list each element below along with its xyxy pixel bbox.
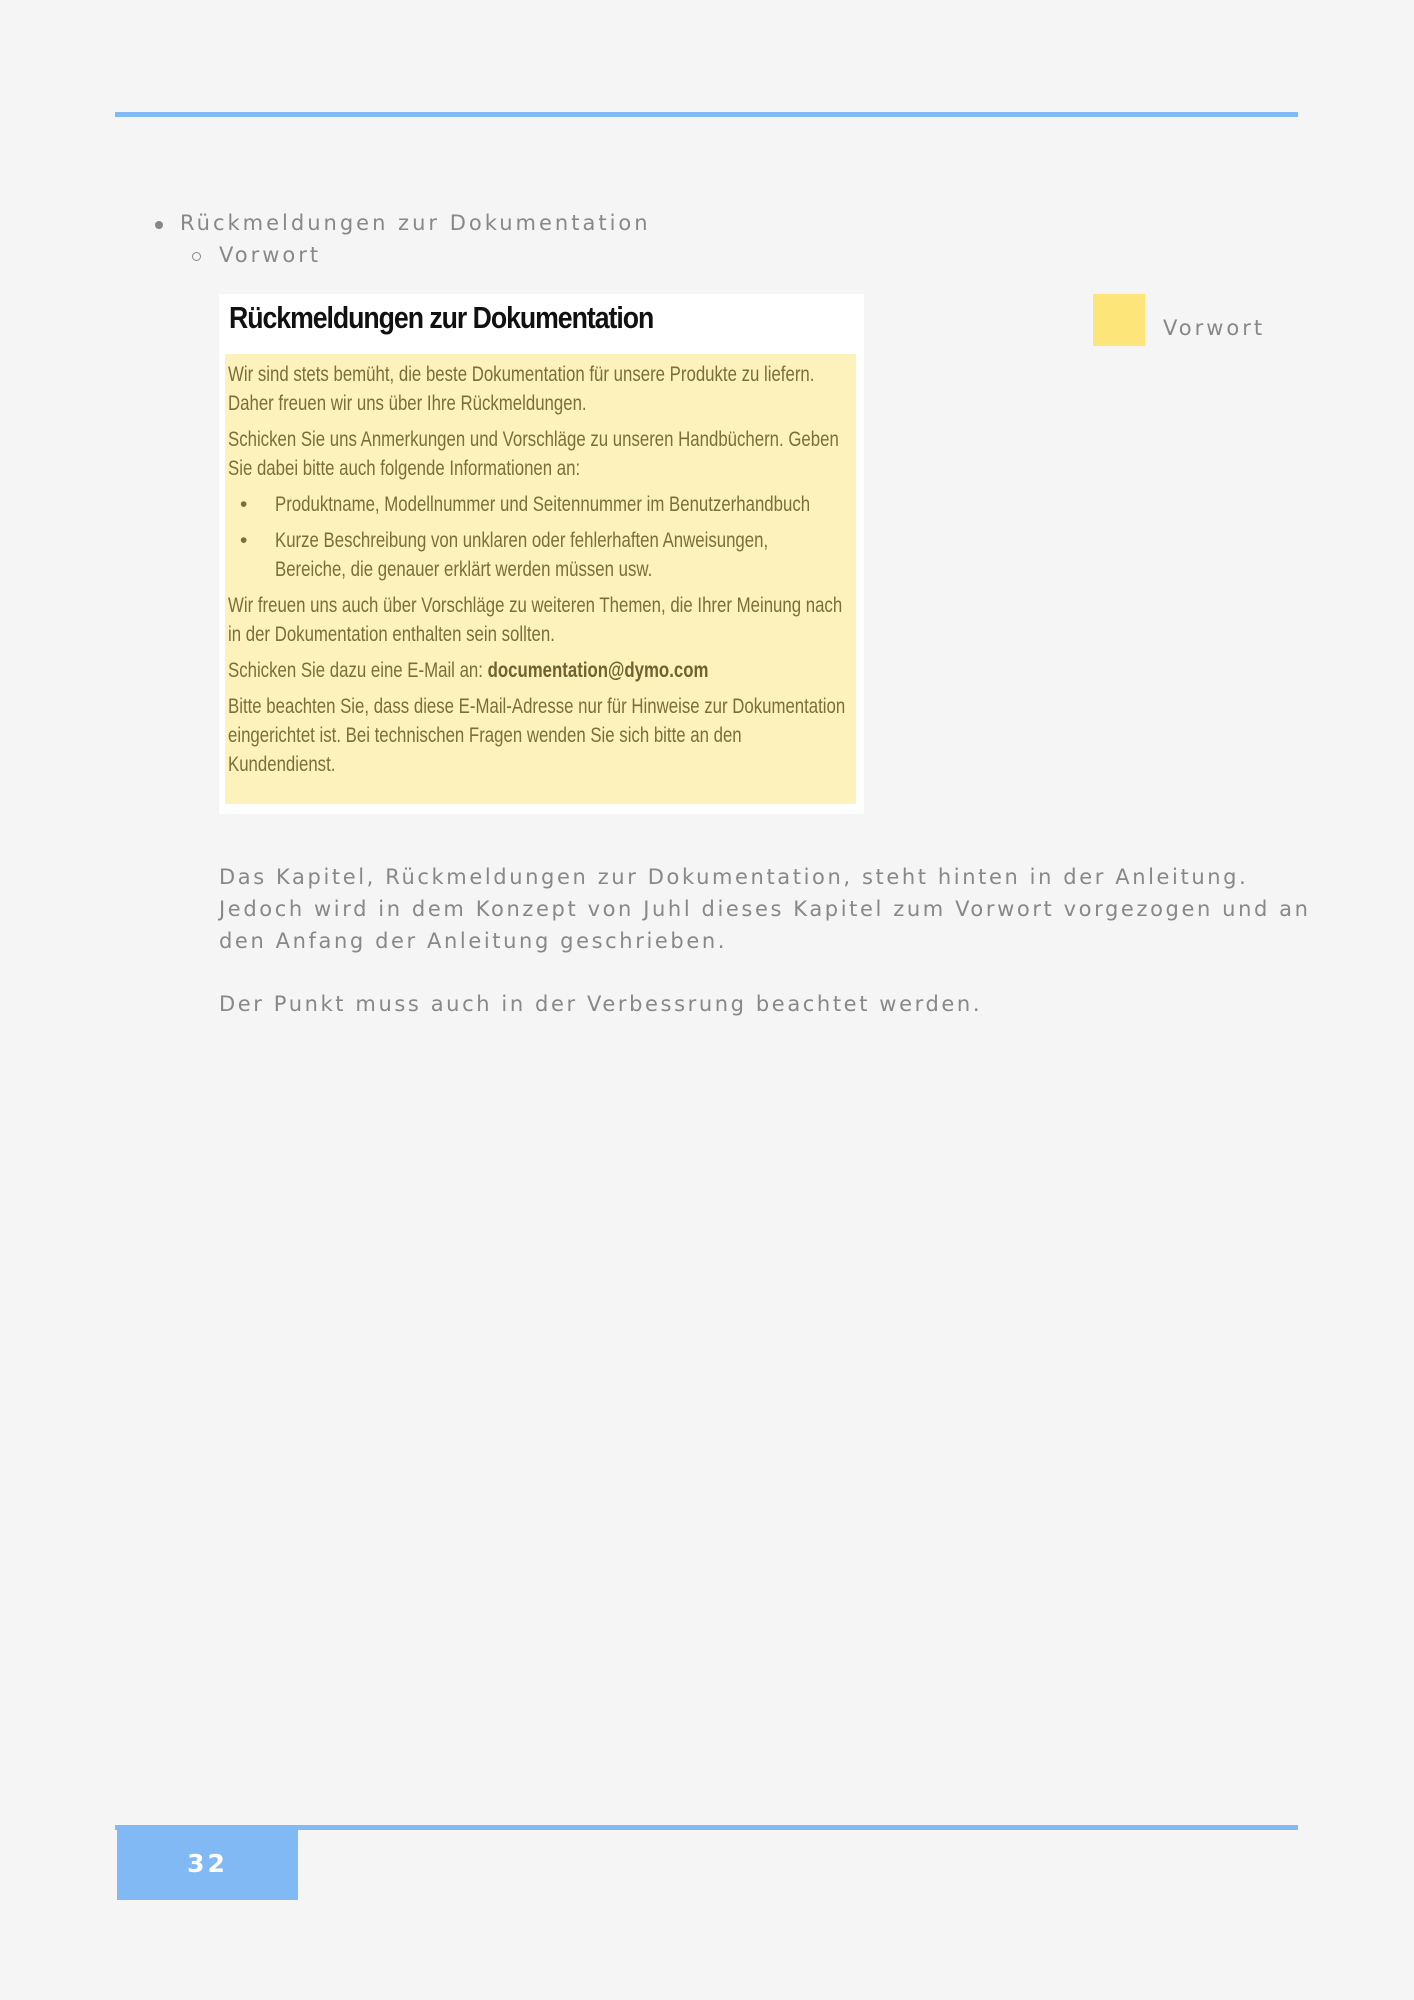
page-number: 32 — [117, 1828, 298, 1900]
excerpt-bullet-text: Produktname, Modellnummer und Seitennummer im Benutzerhandbuch — [275, 493, 811, 516]
outline-item — [152, 207, 651, 239]
body-paragraph: Der Punkt muss auch in der Verbessrung beachtet werden. — [219, 992, 983, 1016]
outline-list — [152, 207, 651, 271]
bullet-icon: • — [240, 493, 248, 516]
scanned-excerpt — [219, 294, 864, 814]
legend-swatch — [1093, 294, 1145, 346]
excerpt-highlight — [225, 354, 856, 804]
outline-item-label: Rückmeldungen zur Dokumentation — [180, 211, 651, 235]
excerpt-bullet-list — [228, 490, 856, 584]
excerpt-paragraph: Wir sind stets bemüht, die beste Dokumentation für unsere Produkte zu liefern. Daher freuen wir uns über Ihre Rückmeldungen. — [228, 363, 815, 415]
outline-subitem — [152, 239, 651, 271]
body-paragraph: Das Kapitel, Rückmeldungen zur Dokumentation, steht hinten in der Anleitung. Jedoch wird in dem Konzept von Juhl dieses Kapitel zum Vorwort vorgezogen und an den Anfang der Anleitung geschrieben. — [219, 865, 1311, 953]
excerpt-bullet — [228, 526, 856, 584]
bullet-icon: • — [240, 529, 248, 552]
excerpt-bullet-text: Kurze Beschreibung von unklaren oder fehlerhaften Anweisungen, Bereiche, die genauer erklärt werden müssen usw. — [275, 529, 769, 581]
excerpt-paragraph: Wir freuen uns auch über Vorschläge zu weiteren Themen, die Ihrer Meinung nach in der Dokumentation enthalten sein sollten. — [228, 594, 843, 646]
header-rule — [115, 112, 1298, 117]
excerpt-bullet — [228, 490, 856, 519]
email-prefix: Schicken Sie dazu eine E-Mail an: — [228, 659, 488, 682]
email-address: documentation@dymo.com — [487, 659, 709, 682]
legend-label: Vorwort — [1163, 316, 1266, 340]
outline-subitem-label: Vorwort — [219, 243, 322, 267]
excerpt-paragraph: Schicken Sie uns Anmerkungen und Vorschläge zu unseren Handbüchern. Geben Sie dabei bitte auch folgende Informationen an: — [228, 428, 839, 480]
excerpt-email-line — [228, 656, 852, 685]
excerpt-title: Rückmeldungen zur Dokumentation — [229, 300, 654, 335]
excerpt-paragraph: Bitte beachten Sie, dass diese E-Mail-Adresse nur für Hinweise zur Dokumentation eingerichtet ist. Bei technischen Fragen wenden Sie sich bitte an den Kundendienst. — [228, 695, 846, 776]
